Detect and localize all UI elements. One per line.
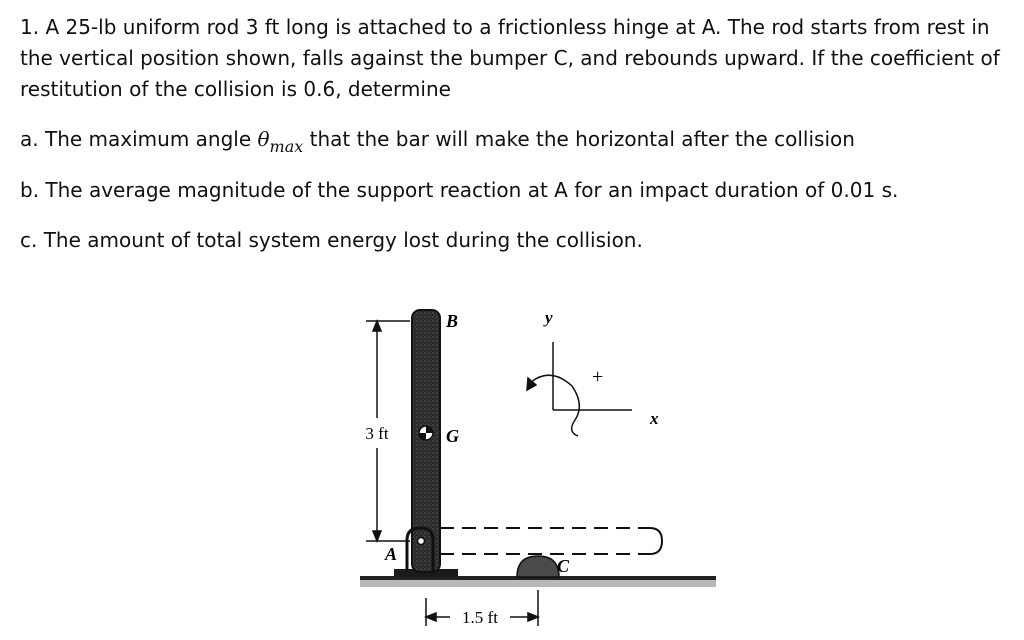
problem-intro: 1. A 25-lb uniform rod 3 ft long is attached to a frictionless hinge at A. The rod starts from rest in the vertical position shown, falls against the bumper C, and rebounds upward. If the coefficient of restitution of the collision is 0.6, determine — [20, 15, 1000, 101]
label-b: B — [446, 311, 459, 331]
part-c: c. The amount of total system energy lost during the collision. — [20, 228, 643, 252]
part-a-text-end: that the bar will make the horizontal after the collision — [303, 127, 855, 151]
dimension-1-5ft-label: 1.5 ft — [462, 608, 498, 627]
label-g: G — [446, 426, 459, 446]
theta-subscript: max — [269, 137, 304, 156]
dimension-3ft-label: 3 ft — [365, 424, 389, 443]
rod — [412, 310, 440, 572]
theta-symbol: θ — [257, 127, 270, 151]
positive-direction-label: + — [592, 366, 604, 388]
part-a-text-start: a. The maximum angle — [20, 127, 258, 151]
label-a: A — [385, 544, 398, 564]
coordinate-axes — [527, 342, 632, 436]
label-c: C — [557, 556, 570, 576]
part-b: b. The average magnitude of the support reaction at A for an impact duration of 0.01 s. — [20, 178, 899, 202]
center-of-gravity-marker — [419, 426, 433, 440]
y-axis-label: y — [545, 308, 553, 327]
x-axis-label: x — [650, 409, 659, 428]
rod-dashed-outline — [440, 528, 662, 554]
bumper — [517, 556, 559, 577]
